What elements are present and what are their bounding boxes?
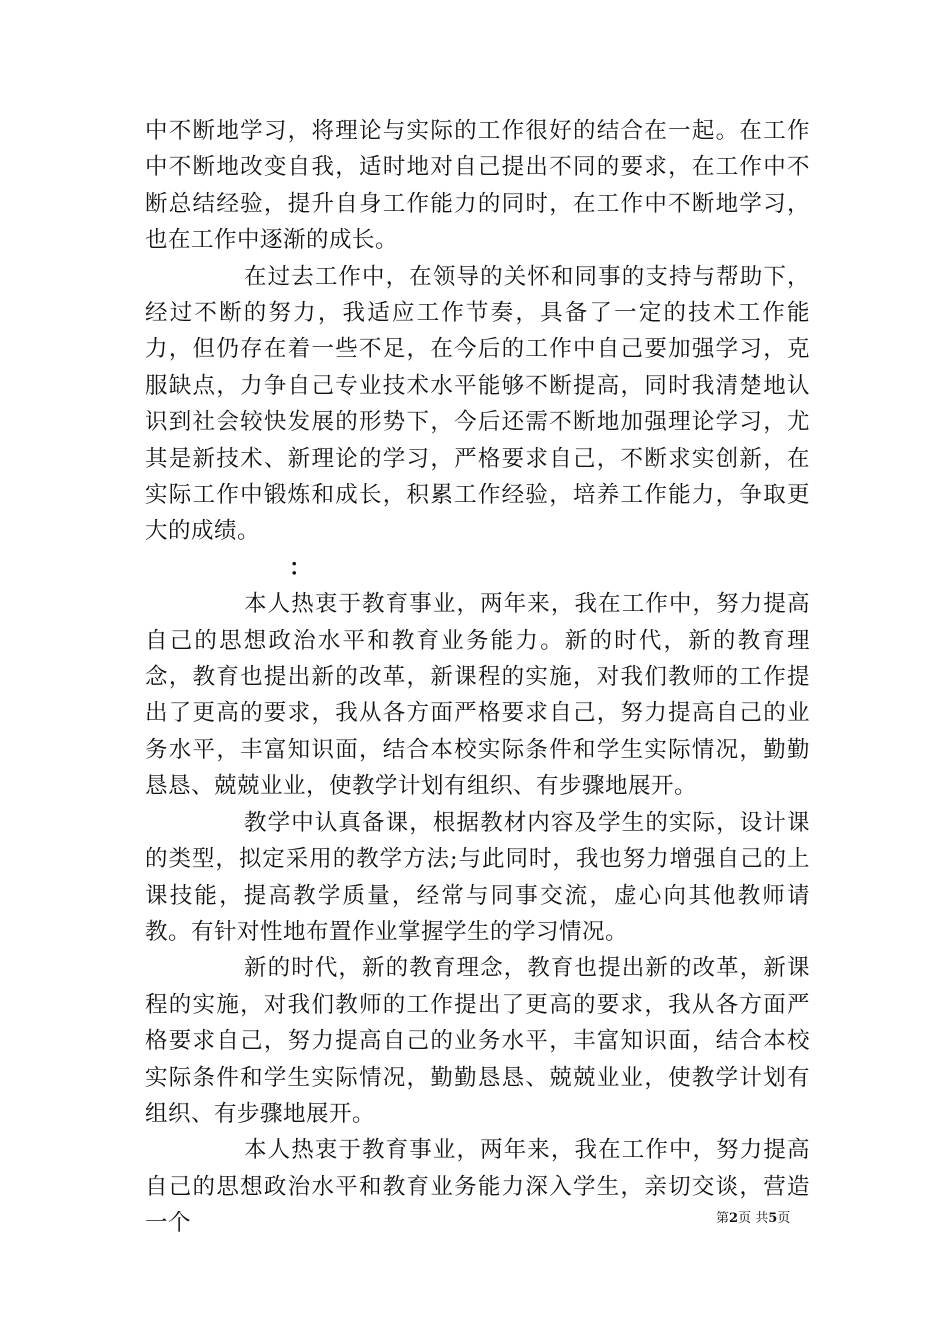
page-number-footer [716,1207,790,1226]
paragraph-education-career: 本人热衷于教育事业，两年来，我在工作中，努力提高自己的思想政治水平和教育业务能力。新的时代，新的教育理念，教育也提出新的改革，新课程的实施，对我们教师的工作提出了更高的要求，我从各方面严格要求自己，努力提高自己的业务水平，丰富知识面，结合本校实际条件和学生实际情况，勤勤恳恳、兢兢业业，使教学计划有组织、有步骤地展开。 [145,591,810,800]
footer-prefix: 第 [716,1211,730,1226]
paragraph-new-era: 新的时代，新的教育理念，教育也提出新的改革，新课程的实施，对我们教师的工作提出了更高的要求，我从各方面严格要求自己，努力提高自己的业务水平，丰富知识面，结合本校实际条件和学生实际情况，勤勤恳恳、兢兢业业，使教学计划有组织、有步骤地展开。 [145,955,810,1127]
current-page-number: 2 [729,1211,739,1226]
footer-suffix: 页 [777,1211,791,1226]
section-heading-colon: ： [289,554,313,581]
paragraph-lesson-preparation: 教学中认真备课，根据教材内容及学生的实际，设计课的类型，拟定采用的教学方法;与此同时，我也努力增强自己的上课技能，提高教学质量，经常与同事交流，虚心向其他教师请教。有针对性地布置作业掌握学生的学习情况。 [145,809,810,945]
document-body [145,113,810,1242]
total-page-number: 5 [768,1211,778,1226]
paragraph-work-reflection: 在过去工作中，在领导的关怀和同事的支持与帮助下，经过不断的努力，我适应工作节奏，具备了一定的技术工作能力，但仍存在着一些不足，在今后的工作中自己要加强学习，克服缺点，力争自己专业技术水平能够不断提高，同时我清楚地认识到社会较快发展的形势下，今后还需不断地加强理论学习，尤其是新技术、新理论的学习，严格要求自己，不断求实创新，在实际工作中锻炼和成长，积累工作经验，培养工作能力，争取更大的成绩。 [145,263,810,545]
paragraph-education-career-repeat: 本人热衷于教育事业，两年来，我在工作中，努力提高自己的思想政治水平和教育业务能力深入学生，亲切交谈，营造一个 [145,1137,810,1237]
footer-middle: 页 共 [738,1211,769,1226]
paragraph-continuation: 中不断地学习，将理论与实际的工作很好的结合在一起。在工作中不断地改变自我，适时地对自己提出不同的要求，在工作中不断总结经验，提升自身工作能力的同时，在工作中不断地学习，也在工作中逐渐的成长。 [145,118,810,254]
